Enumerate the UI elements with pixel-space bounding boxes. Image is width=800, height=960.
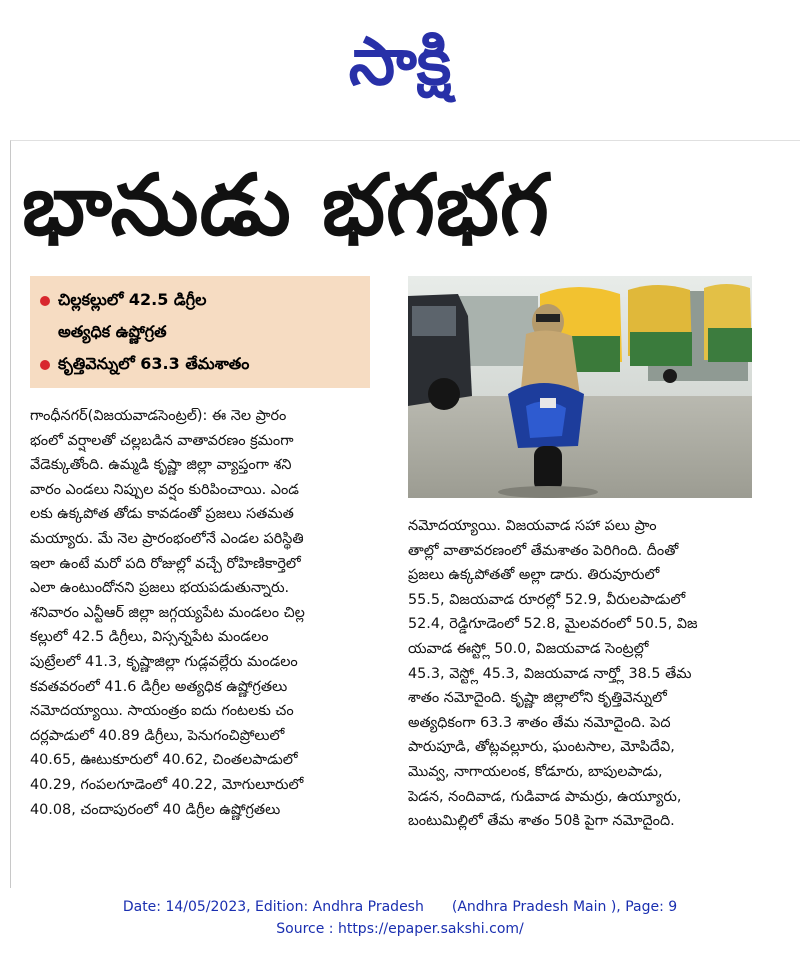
body-line: వారం ఎండలు నిప్పుల వర్షం కురిపించాయి. ఎండ bbox=[30, 481, 299, 498]
body-line: 45.3, వెస్ట్లో 45.3, విజయవాడ నార్త్లో 38.5 తేమ bbox=[408, 665, 692, 682]
scooter-rider-photo bbox=[408, 276, 752, 498]
headline: భానుడు భగభగ bbox=[22, 156, 550, 254]
body-line: ప్రజలు ఉక్కపోతతో అల్లా డారు. తిరువూరులో bbox=[408, 567, 660, 584]
body-line: లకు ఉక్కపోత తోడు కావడంతో ప్రజలు సతమత bbox=[30, 506, 294, 523]
masthead bbox=[0, 0, 800, 140]
body-line: తాల్లో వాతావరణంలో తేమశాతం పెరిగింది. దీంతో bbox=[408, 542, 679, 559]
body-line: కవతవరంలో 41.6 డిగ్రీల అత్యధిక ఉష్ణోగ్రతలు bbox=[30, 678, 288, 695]
body-line: నమోదయ్యాయి. విజయవాడ సహా పలు ప్రాం bbox=[408, 518, 657, 534]
body-line: నమోదయ్యాయి. సాయంత్రం ఐదు గంటలకు చం bbox=[30, 703, 294, 720]
article-body-column-1 bbox=[30, 404, 388, 822]
svg-text:సాక్షి: సాక్షి bbox=[348, 23, 452, 100]
news-photo bbox=[408, 276, 752, 498]
highlight-text: చిల్లకల్లులో 42.5 డిగ్రీల bbox=[58, 290, 207, 309]
body-line: కల్లులో 42.5 డిగ్రీలు, విస్సన్నపేట మండలం bbox=[30, 629, 269, 646]
bullet-icon bbox=[40, 360, 50, 370]
body-line: పారుపూడి, తోట్లవల్లూరు, ఘంటసాల, మోపిదేవి, bbox=[408, 739, 675, 756]
highlight-item bbox=[40, 348, 360, 380]
body-line: అత్యధికంగా 63.3 శాతం తేమ నమోదైంది. పెద bbox=[408, 714, 671, 731]
footer bbox=[0, 896, 800, 940]
body-line: మయ్యారు. మే నెల ప్రారంభంలోనే ఎండల పరిస్థితి bbox=[30, 530, 304, 547]
body-line: బంటుమిల్లిలో తేమ శాతం 50కి పైగా నమోదైంది. bbox=[408, 813, 675, 830]
body-line: యవాడ ఈస్ట్లో 50.0, విజయవాడ సెంట్రల్లో bbox=[408, 640, 649, 657]
body-line: పెడన, నందివాడ, గుడివాడ పామర్రు, ఉయ్యూరు, bbox=[408, 788, 682, 805]
footer-edition-line bbox=[0, 896, 800, 918]
bullet-icon bbox=[40, 296, 50, 306]
body-line: ఇలా ఉంటే మరో పది రోజుల్లో వచ్చే రోహిణికార్తెలో bbox=[30, 555, 301, 572]
highlight-text: అత్యధిక ఉష్ణోగ్రత bbox=[58, 322, 167, 341]
highlight-item bbox=[40, 284, 360, 316]
highlight-item-continued bbox=[40, 316, 360, 348]
body-line: 52.4, రెడ్డిగూడెంలో 52.8, మైలవరంలో 50.5, విజ bbox=[408, 616, 698, 633]
body-line: భంలో వర్షాలతో చల్లబడిన వాతావరణం క్రమంగా bbox=[30, 432, 294, 449]
body-line: 40.29, గంపలగూడెంలో 40.22, మోగులూరులో bbox=[30, 776, 304, 793]
body-line: 55.5, విజయవాడ రూరల్లో 52.9, వీరులపాడులో bbox=[408, 591, 686, 608]
body-line: పుట్రేలలో 41.3, కృష్ణాజిల్లా గుడ్లవల్లేరు మండలం bbox=[30, 653, 298, 670]
footer-date-edition: Date: 14/05/2023, Edition: Andhra Pradesh bbox=[122, 899, 424, 915]
body-line: 40.08, చందాపురంలో 40 డిగ్రీల ఉష్ణోగ్రతలు bbox=[30, 801, 281, 818]
body-line: శాతం నమోదైంది. కృష్ణా జిల్లాలోని కృత్తివెన్నులో bbox=[408, 690, 667, 707]
highlights-box bbox=[30, 276, 370, 388]
body-line: 40.65, ఊటుకూరులో 40.62, చింతలపాడులో bbox=[30, 752, 298, 769]
footer-source-link[interactable]: Source : https://epaper.sakshi.com/ bbox=[276, 921, 524, 937]
body-line: దర్లపాడులో 40.89 డిగ్రీలు, పెనుగంచిప్రోలులో bbox=[30, 727, 285, 744]
footer-page-info: (Andhra Pradesh Main ), Page: 9 bbox=[451, 899, 678, 915]
body-line: వేడెక్కుతోంది. ఉమ్మడి కృష్ణా జిల్లా వ్యాప్తంగా శని bbox=[30, 457, 292, 474]
body-line: మొవ్వ, నాగాయలంక, కోడూరు, బాపులపాడు, bbox=[408, 763, 663, 780]
body-line: శనివారం ఎన్టీఆర్ జిల్లా జగ్గయ్యపేట మండలం చిల్ల bbox=[30, 604, 305, 621]
article-body-column-2 bbox=[408, 514, 752, 834]
highlight-text: కృత్తివెన్నులో 63.3 తేమశాతం bbox=[58, 354, 250, 373]
body-line: గాంధీనగర్(విజయవాడసెంట్రల్): ఈ నెల ప్రారం bbox=[30, 408, 287, 424]
body-line: ఎలా ఉంటుందోనని ప్రజలు భయపడుతున్నారు. bbox=[30, 580, 290, 597]
sakshi-logo bbox=[300, 14, 500, 110]
